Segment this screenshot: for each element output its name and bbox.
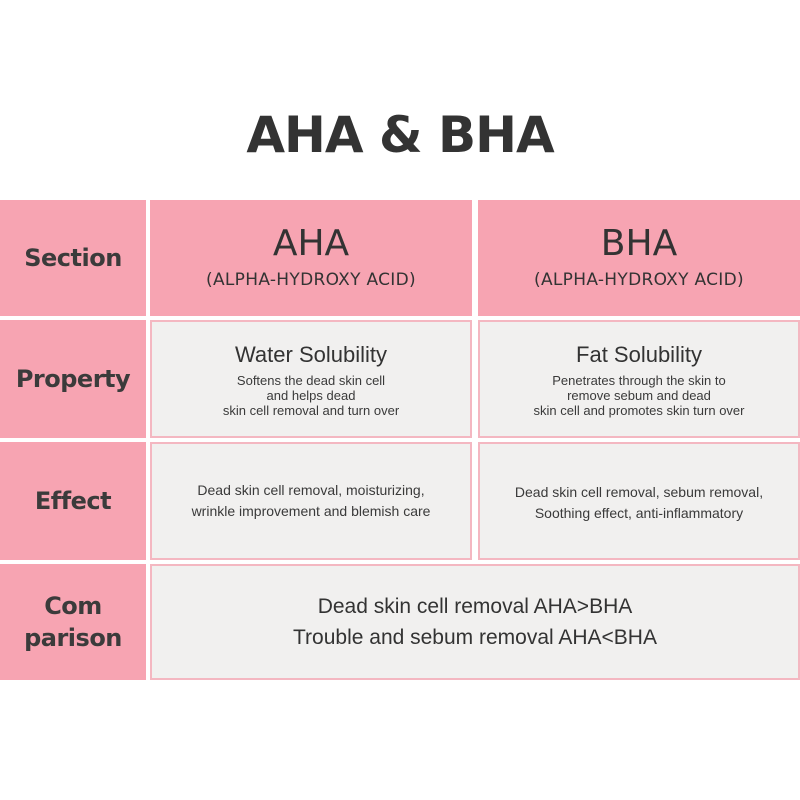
bha-effect-text: Dead skin cell removal, sebum removal, Soothing effect, anti-inflammatory [514,484,764,521]
bha-header-cell [478,200,800,316]
property-label-cell [0,320,146,438]
aha-header-cell [150,200,472,316]
effect-label-cell [0,442,146,560]
page-title: AHA & BHA [246,106,554,164]
bha-property-cell [478,320,800,438]
aha-effect-text: Dead skin cell removal, moisturizing, wrinkle improvement and blemish care [191,482,431,519]
comparison-label-cell [0,564,146,680]
bha-property-title: Fat Solubility [576,341,702,367]
effect-label: Effect [34,487,112,515]
bha-effect-cell [478,442,800,560]
bha-full-name: (ALPHA-HYDROXY ACID) [534,270,744,290]
section-header-cell [0,200,146,316]
aha-full-name: (ALPHA-HYDROXY ACID) [206,270,416,290]
aha-property-cell [150,320,472,438]
property-label: Property [15,365,131,393]
comparison-label-line2: parison [24,624,122,652]
section-label: Section [24,244,122,272]
aha-name: AHA [272,223,350,264]
bha-property-desc: Penetrates through the skin to remove sebum and dead skin cell and promotes skin turn over [533,372,745,418]
comparison-text: Dead skin cell removal AHA>BHA Trouble and sebum removal AHA<BHA [293,595,657,649]
comparison-cell [150,564,800,680]
aha-property-title: Water Solubility [234,341,387,367]
aha-property-desc: Softens the dead skin cell and helps dead skin cell removal and turn over [222,372,400,418]
comparison-label-line1: Com [44,592,102,620]
aha-effect-cell [150,442,472,560]
bha-name: BHA [600,223,678,264]
